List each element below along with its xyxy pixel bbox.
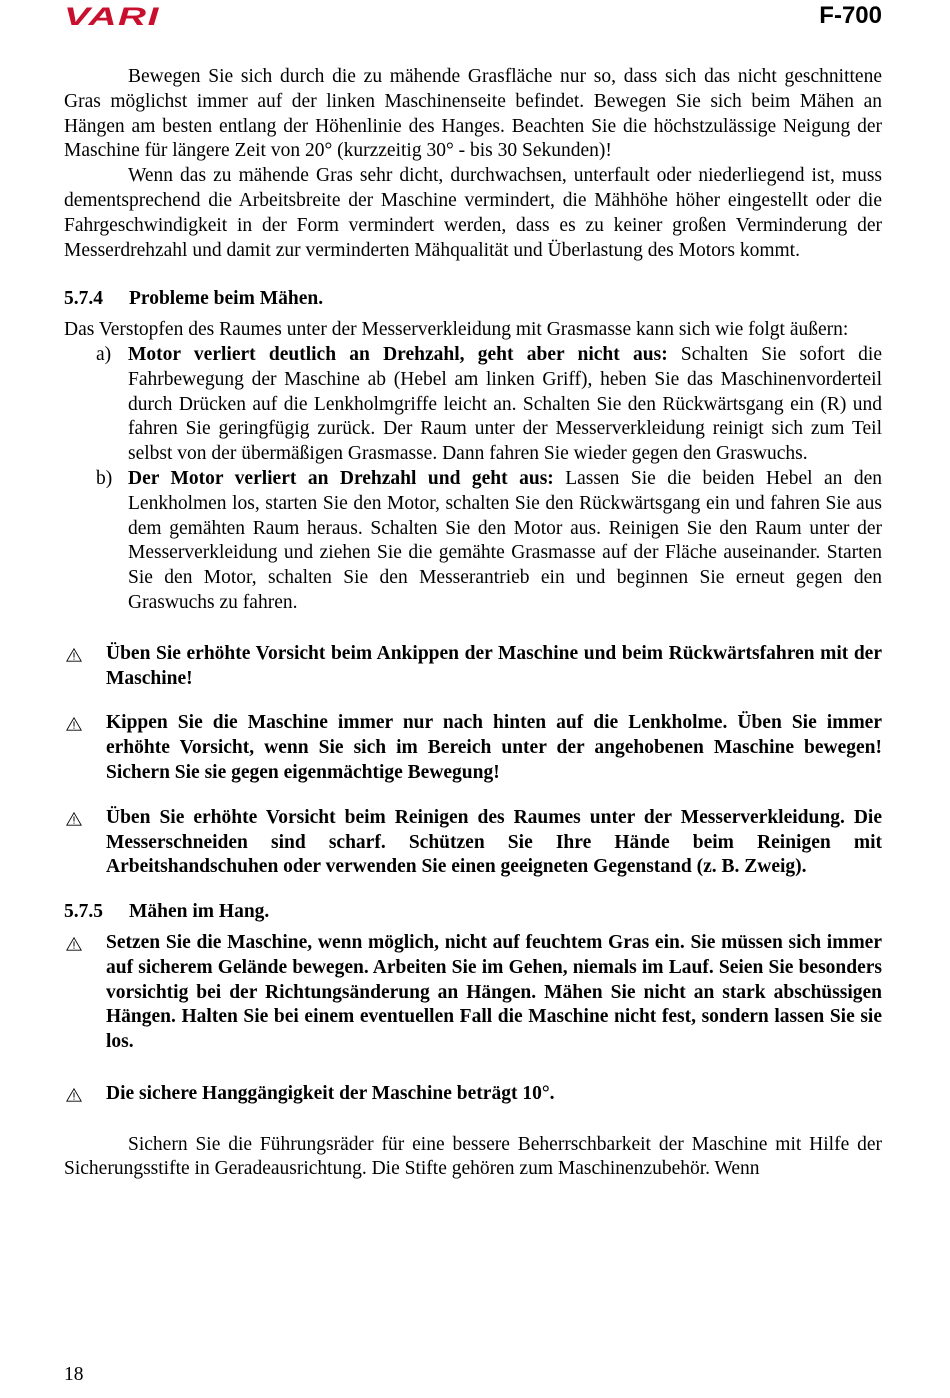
warning-text: Kippen Sie die Maschine immer nur nach hinten auf die Lenkholme. Üben Sie immer erhöhte Vorsicht, wenn Sie sich im Bereich unter der angehobenen Maschine bewegen! Sichern Sie sie gegen eigenmächtige Bewegung! [106,712,882,783]
warning-text: Üben Sie erhöhte Vorsicht beim Reinigen des Raumes unter der Messerverkleidung. Die Messerschneiden sind scharf. Schützen Sie Ihre Hände beim Reinigen mit Arbeitshandschuhen oder verwenden Sie einen geeigneten Gegenstand (z. B. Zweig). [106,806,882,878]
warning-note [64,642,882,692]
paragraph: Wenn das zu mähende Gras sehr dicht, durchwachsen, unterfault oder niederliegend ist, muss dementsprechend die Arbeitsbreite der Maschine vermindert, die Mähhöhe höher eingestellt oder die Fahrgeschwindigkeit in der Form vermindert werden, dass es zu keiner großen Verminderung der Messerdrehzahl und damit zur verminderten Mähqualität und Überlastung des Motors kommt. [64,165,882,261]
warning-note [64,1082,882,1107]
section-title: Mähen im Hang. [129,901,270,923]
section-number: 5.7.5 [64,901,103,923]
list-marker: a) [96,343,112,365]
warning-note [64,711,882,785]
list-marker: b) [96,467,113,489]
problem-list [64,343,882,616]
paragraph: Bewegen Sie sich durch die zu mähende Grasfläche nur so, dass sich das nicht geschnittene Gras möglichst immer auf der linken Maschinenseite befindet. Bewegen Sie sich beim Mähen an Hängen am besten entlang der Höhenlinie des Hanges. Beachten Sie die höchstzulässige Neigung der Maschine für längere Zeit von 20° (kurzzeitig 30° - bis 30 Sekunden)! [64,66,882,162]
warning-text: Die sichere Hanggängigkeit der Maschine beträgt 10°. [106,1082,555,1104]
list-item-lead: Motor verliert deutlich an Drehzahl, geht aber nicht aus: [128,343,668,365]
section-heading-574 [64,287,882,312]
warning-note [64,931,882,1055]
page-content [64,65,882,1182]
warning-triangle-icon [66,717,82,731]
list-item-lead: Der Motor verliert an Drehzahl und geht aus: [128,467,554,489]
warning-triangle-icon [66,937,82,951]
section-title: Probleme beim Mähen. [129,288,324,310]
warning-note [64,806,882,880]
list-item-text: Lassen Sie die beiden Hebel an den Lenkholmen los, starten Sie den Motor, schalten Sie den Rückwärtsgang ein und fahren Sie aus dem gemähten Raum heraus. Schalten Sie den Motor aus. Reinigen Sie den Raum unter der Messerverkleidung und ziehen Sie die gemähte Grasmasse auf der Fläche auseinander. Starten Sie den Motor, schalten Sie den Messerantrieb ein und beginnen Sie erneut gegen den Graswuchs zu fahren. [128,467,882,613]
list-item [64,343,882,467]
section-heading-575 [64,900,882,925]
warning-text: Setzen Sie die Maschine, wenn möglich, nicht auf feuchtem Gras ein. Sie müssen sich immer auf sicherem Gelände bewegen. Arbeiten Sie im Gehen, niemals im Lauf. Seien Sie besonders vorsichtig bei der Richtungsänderung an Hängen. Mähen Sie nicht an stark abschüssigen Hängen. Halten Sie bei einem eventuellen Fall die Maschine nicht fest, sondern lassen Sie sie los. [106,931,882,1053]
list-item [64,467,882,616]
vari-logo: VARI [64,3,160,31]
paragraph: Sichern Sie die Führungsräder für eine bessere Beherrschbarkeit der Maschine mit Hilfe der Sicherungsstifte in Geradeausrichtung. Die Stifte gehören zum Maschinenzubehör. Wenn [64,1133,882,1180]
warning-triangle-icon [66,812,82,826]
model-number: F-700 [819,2,882,29]
section-number: 5.7.4 [64,288,103,310]
list-item-text: Schalten Sie sofort die Fahrbewegung der Maschine ab (Hebel am linken Griff), heben Sie das Maschinenvorderteil durch Drücken auf die Lenkholmgriffe leicht an. Schalten Sie den Rückwärtsgang ein (R) und fahren Sie geringfügig zurück. Der Raum unter der Messerverkleidung reinigt sich zum Teil selbst von der übermäßigen Grasmasse. Dann fahren Sie wieder gegen den Graswuchs. [128,343,882,465]
warning-triangle-icon [66,1088,82,1102]
warning-text: Üben Sie erhöhte Vorsicht beim Ankippen der Maschine und beim Rückwärtsfahren mit der Maschine! [106,642,882,689]
section-intro: Das Verstopfen des Raumes unter der Messerverkleidung mit Grasmasse kann sich wie folgt äußern: [64,319,849,341]
page-number: 18 [64,1364,84,1385]
warning-triangle-icon [66,648,82,662]
